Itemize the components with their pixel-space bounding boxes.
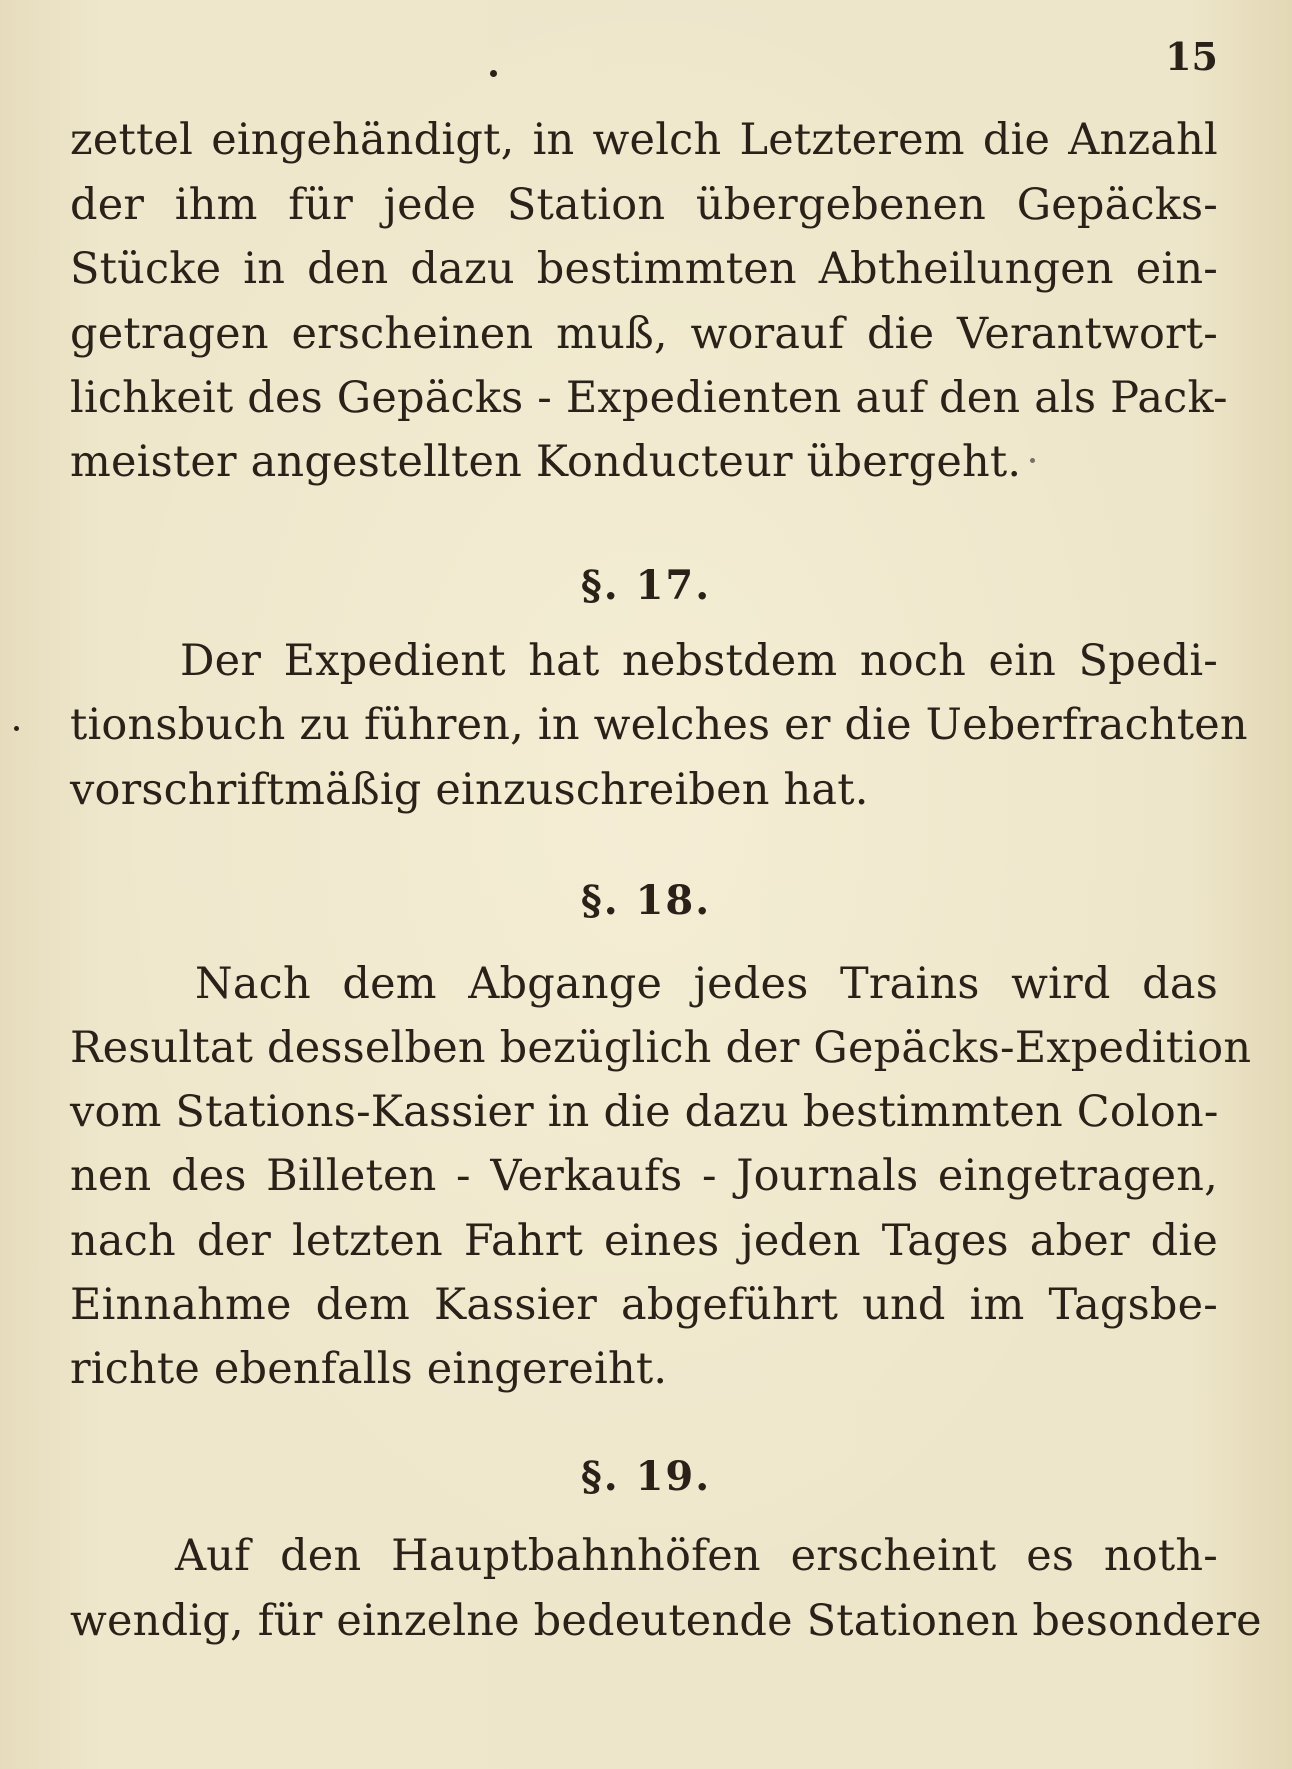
text-line: lichkeit des Gepäcks - Expedienten auf den als Pack- [70,373,1228,423]
text-line: zettel eingehändigt, in welch Letzterem die Anzahl [70,115,1218,165]
ink-speck [490,70,497,77]
text-line: der ihm für jede Station übergebenen Gepäcks- [70,180,1218,230]
text-line: vom Stations-Kassier in die dazu bestimmten Colon- [70,1087,1219,1137]
text-line: Resultat desselben bezüglich der Gepäcks-Expedition [70,1023,1252,1073]
text-line: meister angestellten Konducteur übergeht. [70,437,1022,487]
text-line: Auf den Hauptbahnhöfen erscheint es noth- [175,1531,1218,1581]
text-line: nach der letzten Fahrt eines jeden Tages aber die [70,1216,1218,1266]
bleed-through-shadow [60,520,1240,566]
section-heading-18: §. 18. [580,877,712,924]
text-line: vorschriftmäßig einzuschreiben hat. [70,765,869,815]
section-heading-19: §. 19. [580,1453,712,1500]
text-line: Der Expedient hat nebstdem noch ein Spedi- [180,636,1218,686]
text-line: tionsbuch zu führen, in welches er die Ueberfrachten [70,700,1248,750]
text-line: getragen erscheinen muß, worauf die Verantwort- [70,309,1218,359]
section-heading-17: §. 17. [580,562,712,609]
ink-speck [14,726,19,731]
text-line: richte ebenfalls eingereiht. [70,1344,668,1394]
text-line: Einnahme dem Kassier abgeführt und im Tagsbe- [70,1280,1218,1330]
text-line: wendig, für einzelne bedeutende Stationen besondere [70,1596,1262,1646]
text-line: Stücke in den dazu bestimmten Abtheilungen ein- [70,244,1218,294]
text-line: Nach dem Abgange jedes Trains wird das [195,959,1218,1009]
page-number: 15 [1165,34,1218,79]
text-line: nen des Billeten - Verkaufs - Journals eingetragen, [70,1151,1218,1201]
